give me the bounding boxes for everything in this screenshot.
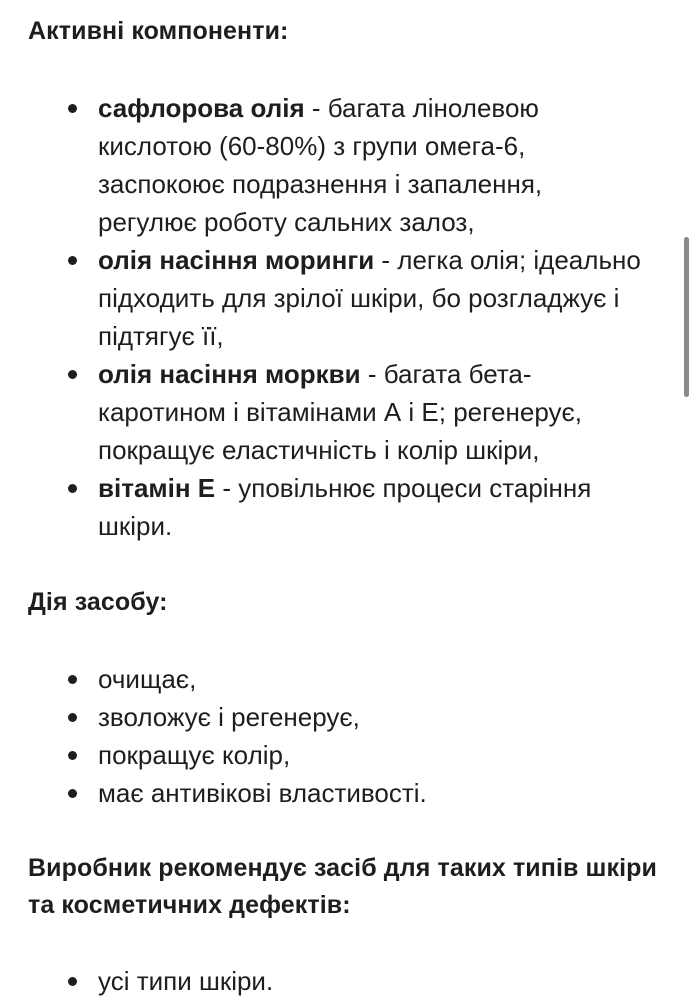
list-item — [28, 660, 668, 698]
component-name: олія насіння моркви — [98, 359, 361, 389]
list-item — [28, 774, 668, 812]
product-description — [28, 12, 668, 1000]
product-action-list — [28, 660, 668, 812]
component-name: вітамін Е — [98, 473, 216, 503]
action-text: покращує колір, — [98, 740, 291, 770]
component-description: - багата бета-каротином і вітамінами А і Е; регенерує, покращує еластичність і колір шкіри, — [98, 359, 582, 465]
bullet-icon — [68, 484, 77, 493]
bullet-icon — [68, 675, 77, 684]
product-action-heading: Дія засобу: — [28, 588, 168, 616]
list-item — [28, 469, 668, 545]
recommendation-list — [28, 962, 668, 1000]
component-description: - легка олія; ідеально підходить для зрілої шкіри, бо розгладжує і підтягує її, — [98, 245, 641, 351]
action-text: очищає, — [98, 664, 197, 694]
active-components-heading: Активні компоненти: — [28, 17, 289, 45]
action-text: зволожує і регенерує, — [98, 702, 360, 732]
active-components-list — [28, 89, 668, 545]
list-item — [28, 89, 668, 241]
action-text: має антивікові властивості. — [98, 778, 427, 808]
bullet-icon — [68, 977, 77, 986]
list-item — [28, 355, 668, 469]
bullet-icon — [68, 370, 77, 379]
bullet-icon — [68, 713, 77, 722]
recommendation-heading: Виробник рекомендує засіб для таких типів шкіри та косметичних дефектів: — [28, 854, 657, 919]
list-item — [28, 241, 668, 355]
component-name: сафлорова олія — [98, 93, 305, 123]
recommendation-text: усі типи шкіри. — [98, 966, 274, 996]
component-description: - багата лінолевою кислотою (60-80%) з групи омега-6, заспокоює подразнення і запалення, регулює роботу сальних залоз, — [98, 93, 543, 237]
bullet-icon — [68, 256, 77, 265]
list-item — [28, 736, 668, 774]
bullet-icon — [68, 104, 77, 113]
list-item — [28, 698, 668, 736]
component-name: олія насіння моринги — [98, 245, 375, 275]
list-item — [28, 962, 668, 1000]
component-description: - уповільнює процеси старіння шкіри. — [98, 473, 592, 541]
scrollbar[interactable] — [684, 237, 689, 397]
bullet-icon — [68, 751, 77, 760]
bullet-icon — [68, 789, 77, 798]
